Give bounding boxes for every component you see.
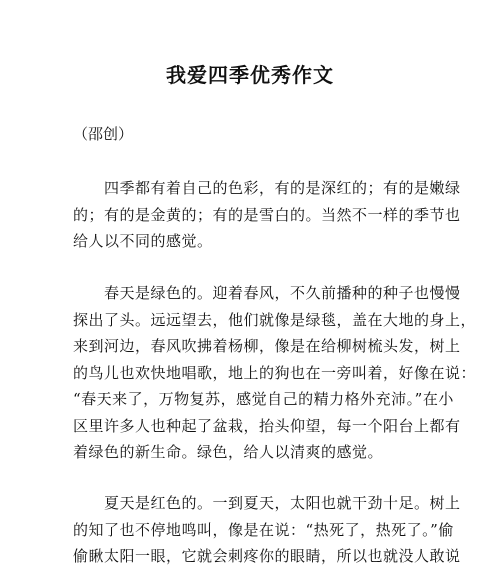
text-line: 偷瞅太阳一眼，它就会刺疼你的眼睛，所以也就没人敢说 (73, 547, 461, 565)
text-line: 探出了头。远远望去，他们就像是绿毯，盖在大地的身上， (73, 310, 477, 329)
text-line: 夏天是红色的。一到夏天，太阳也就干劲十足。树上 (73, 494, 461, 512)
text-line: 的知了也不停地鸣叫，像是在说：“热死了，热死了。”偷 (73, 520, 454, 539)
text-line: 着绿色的新生命。绿色，给人以清爽的感觉。 (73, 443, 384, 461)
text-line: 春天是绿色的。迎着春风，不久前播种的种子也慢慢 (73, 284, 461, 302)
text-line: 的鸟儿也欢快地唱歌，地上的狗也在一旁叫着，好像在说： (73, 363, 477, 382)
text-line: 来到河边，春风吹拂着杨柳，像是在给柳树梳头发，树上 (73, 337, 461, 355)
paragraph-summer (73, 490, 461, 570)
text-line: 给人以不同的感觉。 (73, 232, 213, 250)
text-line: 四季都有着自己的色彩，有的是深红的；有的是嫩绿 (73, 179, 461, 197)
author-byline: （邵创） (73, 125, 134, 143)
text-line: 的；有的是金黄的；有的是雪白的。当然不一样的季节也 (73, 205, 461, 224)
paragraph-spring (73, 280, 477, 466)
text-line: “春天来了，万物复苏，感觉自己的精力格外充沛。”在小 (73, 390, 454, 408)
paragraph-intro (73, 175, 461, 255)
text-line: 区里许多人也种起了盆栽，抬头仰望，每一个阳台上都有 (73, 416, 461, 435)
page-title: 我爱四季优秀作文 (166, 63, 334, 87)
